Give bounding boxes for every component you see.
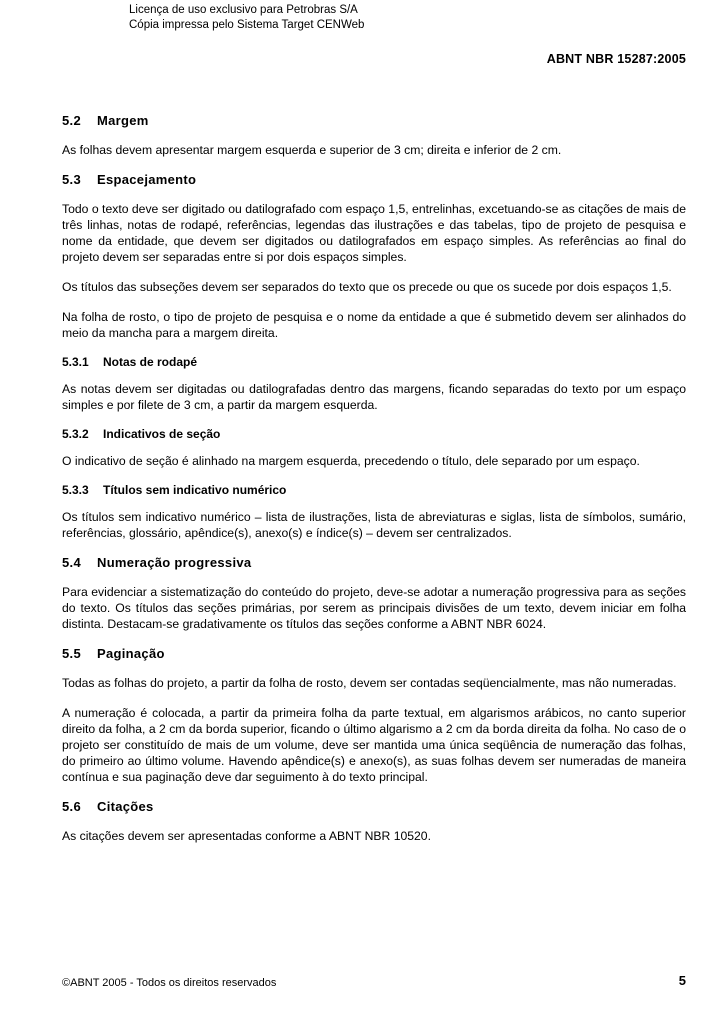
subsection-heading: [62, 427, 686, 441]
subsection-heading: [62, 483, 686, 497]
paragraph: As folhas devem apresentar margem esquerda e superior de 3 cm; direita e inferior de 2 cm.: [62, 143, 562, 157]
copyright-footer: ©ABNT 2005 - Todos os direitos reservados: [62, 977, 277, 989]
paragraph: Todo o texto deve ser digitado ou datilografado com espaço 1,5, entrelinhas, excetuando-se as citações de mais de três linhas, notas de rodapé, referências, legendas das ilustrações e das tabelas, tipo de projeto de pesquisa e nome da entidade, que devem ser digitados ou datilografados em espaço simples. As referências ao final do projeto devem ser separadas entre si por dois espaços simples.: [62, 202, 686, 264]
paragraph: Para evidenciar a sistematização do conteúdo do projeto, deve-se adotar a numeração progressiva para as seções do texto. Os títulos das seções primárias, por serem as principais divisões de um texto, devem iniciar em folha distinta. Destacam-se gradativamente os títulos das seções conforme a ABNT NBR 6024.: [62, 585, 686, 631]
section-heading: [62, 113, 686, 128]
subsection-number: 5.3.3: [62, 483, 89, 497]
section-number: 5.2: [62, 113, 81, 128]
section-heading: [62, 799, 686, 814]
subsection-title: Notas de rodapé: [103, 355, 198, 369]
section-title: Margem: [97, 113, 149, 128]
page-content: [62, 113, 686, 858]
page-number: 5: [678, 973, 686, 988]
subsection-number: 5.3.1: [62, 355, 89, 369]
section-number: 5.4: [62, 555, 81, 570]
section-heading: [62, 172, 686, 187]
section-number: 5.5: [62, 646, 81, 661]
section-heading: [62, 555, 686, 570]
section-number: 5.6: [62, 799, 81, 814]
document-reference: ABNT NBR 15287:2005: [546, 52, 686, 66]
section-title: Espacejamento: [97, 172, 197, 187]
subsection-heading: [62, 355, 686, 369]
paragraph: As citações devem ser apresentadas conforme a ABNT NBR 10520.: [62, 829, 431, 843]
license-notice: [129, 3, 364, 33]
paragraph: As notas devem ser digitadas ou datilografadas dentro das margens, ficando separadas do texto por um espaço simples e por filete de 3 cm, a partir da margem esquerda.: [62, 382, 686, 412]
paragraph: O indicativo de seção é alinhado na margem esquerda, precedendo o título, dele separado por um espaço.: [62, 454, 640, 468]
section-title: Citações: [97, 799, 154, 814]
license-line-1: Licença de uso exclusivo para Petrobras S/A: [129, 4, 358, 16]
subsection-number: 5.3.2: [62, 427, 89, 441]
section-title: Numeração progressiva: [97, 555, 252, 570]
paragraph: Na folha de rosto, o tipo de projeto de pesquisa e o nome da entidade a que é submetido devem ser alinhados do meio da mancha para a margem direita.: [62, 310, 686, 340]
subsection-title: Títulos sem indicativo numérico: [103, 483, 287, 497]
paragraph: Os títulos das subseções devem ser separados do texto que os precede ou que os sucede por dois espaços 1,5.: [62, 280, 672, 294]
section-heading: [62, 646, 686, 661]
section-number: 5.3: [62, 172, 81, 187]
paragraph: Os títulos sem indicativo numérico – lista de ilustrações, lista de abreviaturas e siglas, lista de símbolos, sumário, referências, glossário, apêndice(s), anexo(s) e índice(s) – devem ser centralizados.: [62, 510, 686, 540]
section-title: Paginação: [97, 646, 165, 661]
paragraph: Todas as folhas do projeto, a partir da folha de rosto, devem ser contadas seqüencialmente, mas não numeradas.: [62, 676, 677, 690]
subsection-title: Indicativos de seção: [103, 427, 221, 441]
license-line-2: Cópia impressa pelo Sistema Target CENWeb: [129, 19, 365, 31]
paragraph: A numeração é colocada, a partir da primeira folha da parte textual, em algarismos arábicos, no canto superior direito da folha, a 2 cm da borda superior, ficando o último algarismo a 2 cm da borda direita da folha. No caso de o projeto ser constituído de mais de um volume, deve ser mantida uma única seqüência de numeração das folhas, do primeiro ao último volume. Havendo apêndice(s) e anexo(s), as suas folhas devem ser numeradas de maneira contínua e sua paginação deve dar seguimento à do texto principal.: [62, 706, 686, 784]
